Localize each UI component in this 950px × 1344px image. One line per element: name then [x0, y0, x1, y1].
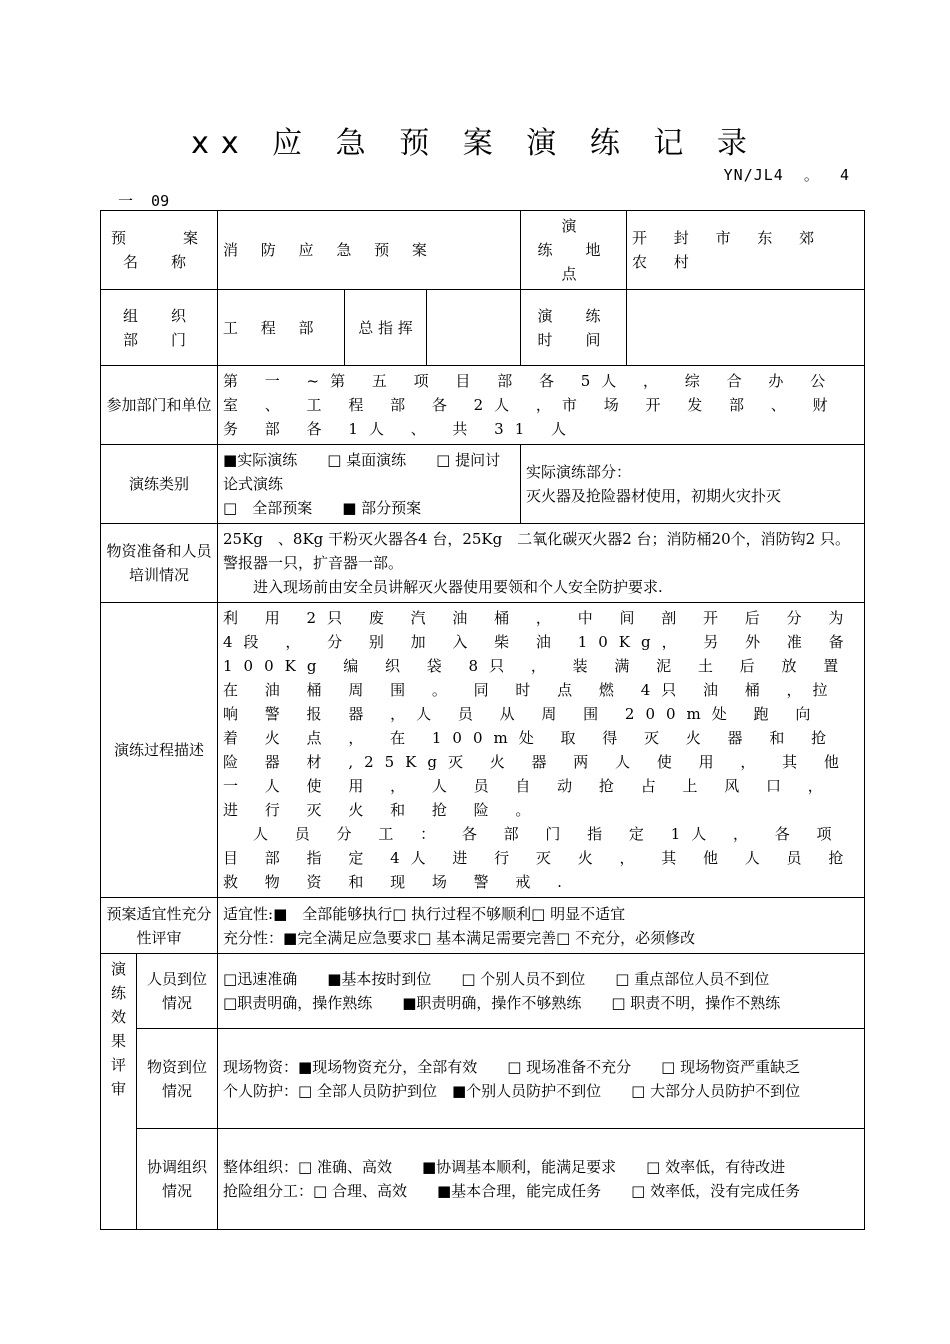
material-label: 物资准备和人员培训情况 — [101, 524, 218, 603]
material-line1: 25Kg 、8Kg 干粉灭火器各4 台，25Kg 二氧化碳灭火器2 台；消防桶20个，消防钩2 只。警报器一只，扩音器一部。 — [223, 530, 850, 572]
drill-type-label: 演练类别 — [101, 445, 218, 524]
material-line2: 进入现场前由安全员讲解灭火器使用要领和个人安全防护要求. — [253, 578, 663, 596]
participants-label: 参加部门和单位 — [101, 366, 218, 445]
process-paragraph-1: 利 用 2只 废 汽 油 桶 ， 中 间 剖 开 后 分 为 4段 ， 分 别 加 入 柴 油 10Kg， 另 外 准 备 100Kg 编 织 袋 8只 ， 装 满 泥 土 后 放 置 在 油 桶 周 围 。 同 时 点 燃 4只 油 桶 ，拉 响 警 报 器 ，人 员 从 周 围 200m处 跑 向 着 火 点 ， 在 100m处 取 得 灭 火 器 和 抢 险 器 材 ,25Kg灭 火 器 两 人 使 用 ， 其 他 一 人 使 用 ， 人 员 自 动 抢 占 上 风 口 ， 进 行 灭 火 和 抢 险 。 — [223, 609, 855, 819]
participants-value: 第 一 ~第 五 项 目 部 各 5人 ， 综 合 办 公 室 、 工 程 部 各 2人 ，市 场 开 发 部 、 财 务 部 各 1人 、 共 31 人 — [218, 366, 865, 445]
drill-part-value: 灭火器及抢险器材使用，初期火灾扑灭 — [526, 487, 782, 505]
suitability-line2: 充分性：■完全满足应急要求□ 基本满足需要完善□ 不充分，必须修改 — [223, 928, 696, 947]
materials-arrival-label: 物资到位情况 — [137, 1029, 218, 1129]
effect-review-label: 演练效果评审 — [101, 954, 137, 1230]
document-code: YN/JL4 。 4 — [723, 166, 850, 184]
commander-label: 总 指 挥 — [345, 290, 427, 366]
material-value — [218, 524, 865, 603]
suitability-label: 预案适宜性充分性评审 — [101, 898, 218, 954]
drill-type-options — [218, 445, 521, 524]
coordination-value — [218, 1129, 865, 1230]
drill-part-title: 实际演练部分： — [526, 463, 632, 481]
materials-arrival-value — [218, 1029, 865, 1129]
commander-value — [427, 290, 521, 366]
plan-name-label: 预 案 名 称 — [101, 211, 218, 290]
drill-time-label: 演 练 时 间 — [521, 290, 627, 366]
personnel-line2: □职责明确，操作熟练 ■职责明确，操作不够熟练 □ 职责不明，操作不熟练 — [223, 994, 781, 1012]
plan-name-value: 消 防 应 急 预 案 — [218, 211, 521, 290]
personnel-line1: □迅速准确 ■基本按时到位 □ 个别人员不到位 □ 重点部位人员不到位 — [223, 970, 770, 988]
drill-type-line1: ■实际演练 □ 桌面演练 □ 提问讨论式演练 — [223, 451, 501, 493]
personnel-label: 人员到位情况 — [137, 954, 218, 1029]
materials-line2: 个人防护：□ 全部人员防护到位 ■个别人员防护不到位 □ 大部分人员防护不到位 — [223, 1081, 801, 1100]
coordination-line1: 整体组织：□ 准确、高效 ■协调基本顺利，能满足要求 □ 效率低，有待改进 — [223, 1158, 786, 1176]
process-paragraph-2: 人 员 分 工 ： 各 部 门 指 定 1人 ， 各 项 目 部 指 定 4人 进 行 灭 火 ， 其 他 人 员 抢 救 物 资 和 现 场 警 戒 . — [223, 825, 855, 891]
drill-record-table — [100, 210, 865, 1230]
document-code-suffix: 一 09 — [118, 192, 170, 210]
drill-time-value — [627, 290, 865, 366]
drill-type-line2: □ 全部预案 ■ 部分预案 — [223, 499, 422, 517]
suitability-value — [218, 898, 865, 954]
process-value — [218, 603, 865, 898]
drill-part — [521, 445, 865, 524]
location-value: 开 封 市 东 郊 农 村 — [627, 211, 865, 290]
personnel-value — [218, 954, 865, 1029]
org-dept-label: 组 织 部 门 — [101, 290, 218, 366]
org-dept-value: 工 程 部 — [218, 290, 345, 366]
coordination-label: 协调组织情况 — [137, 1129, 218, 1230]
materials-line1: 现场物资：■现场物资充分，全部有效 □ 现场准备不充分 □ 现场物资严重缺乏 — [223, 1057, 801, 1076]
coordination-line2: 抢险组分工：□ 合理、高效 ■基本合理，能完成任务 □ 效率低，没有完成任务 — [223, 1182, 801, 1200]
suitability-line1: 适宜性:■ 全部能够执行□ 执行过程不够顺利□ 明显不适宜 — [223, 904, 626, 923]
page-title: xx 应 急 预 案 演 练 记 录 — [191, 126, 759, 161]
process-label: 演练过程描述 — [101, 603, 218, 898]
location-label: 演 练 地 点 — [521, 211, 627, 290]
